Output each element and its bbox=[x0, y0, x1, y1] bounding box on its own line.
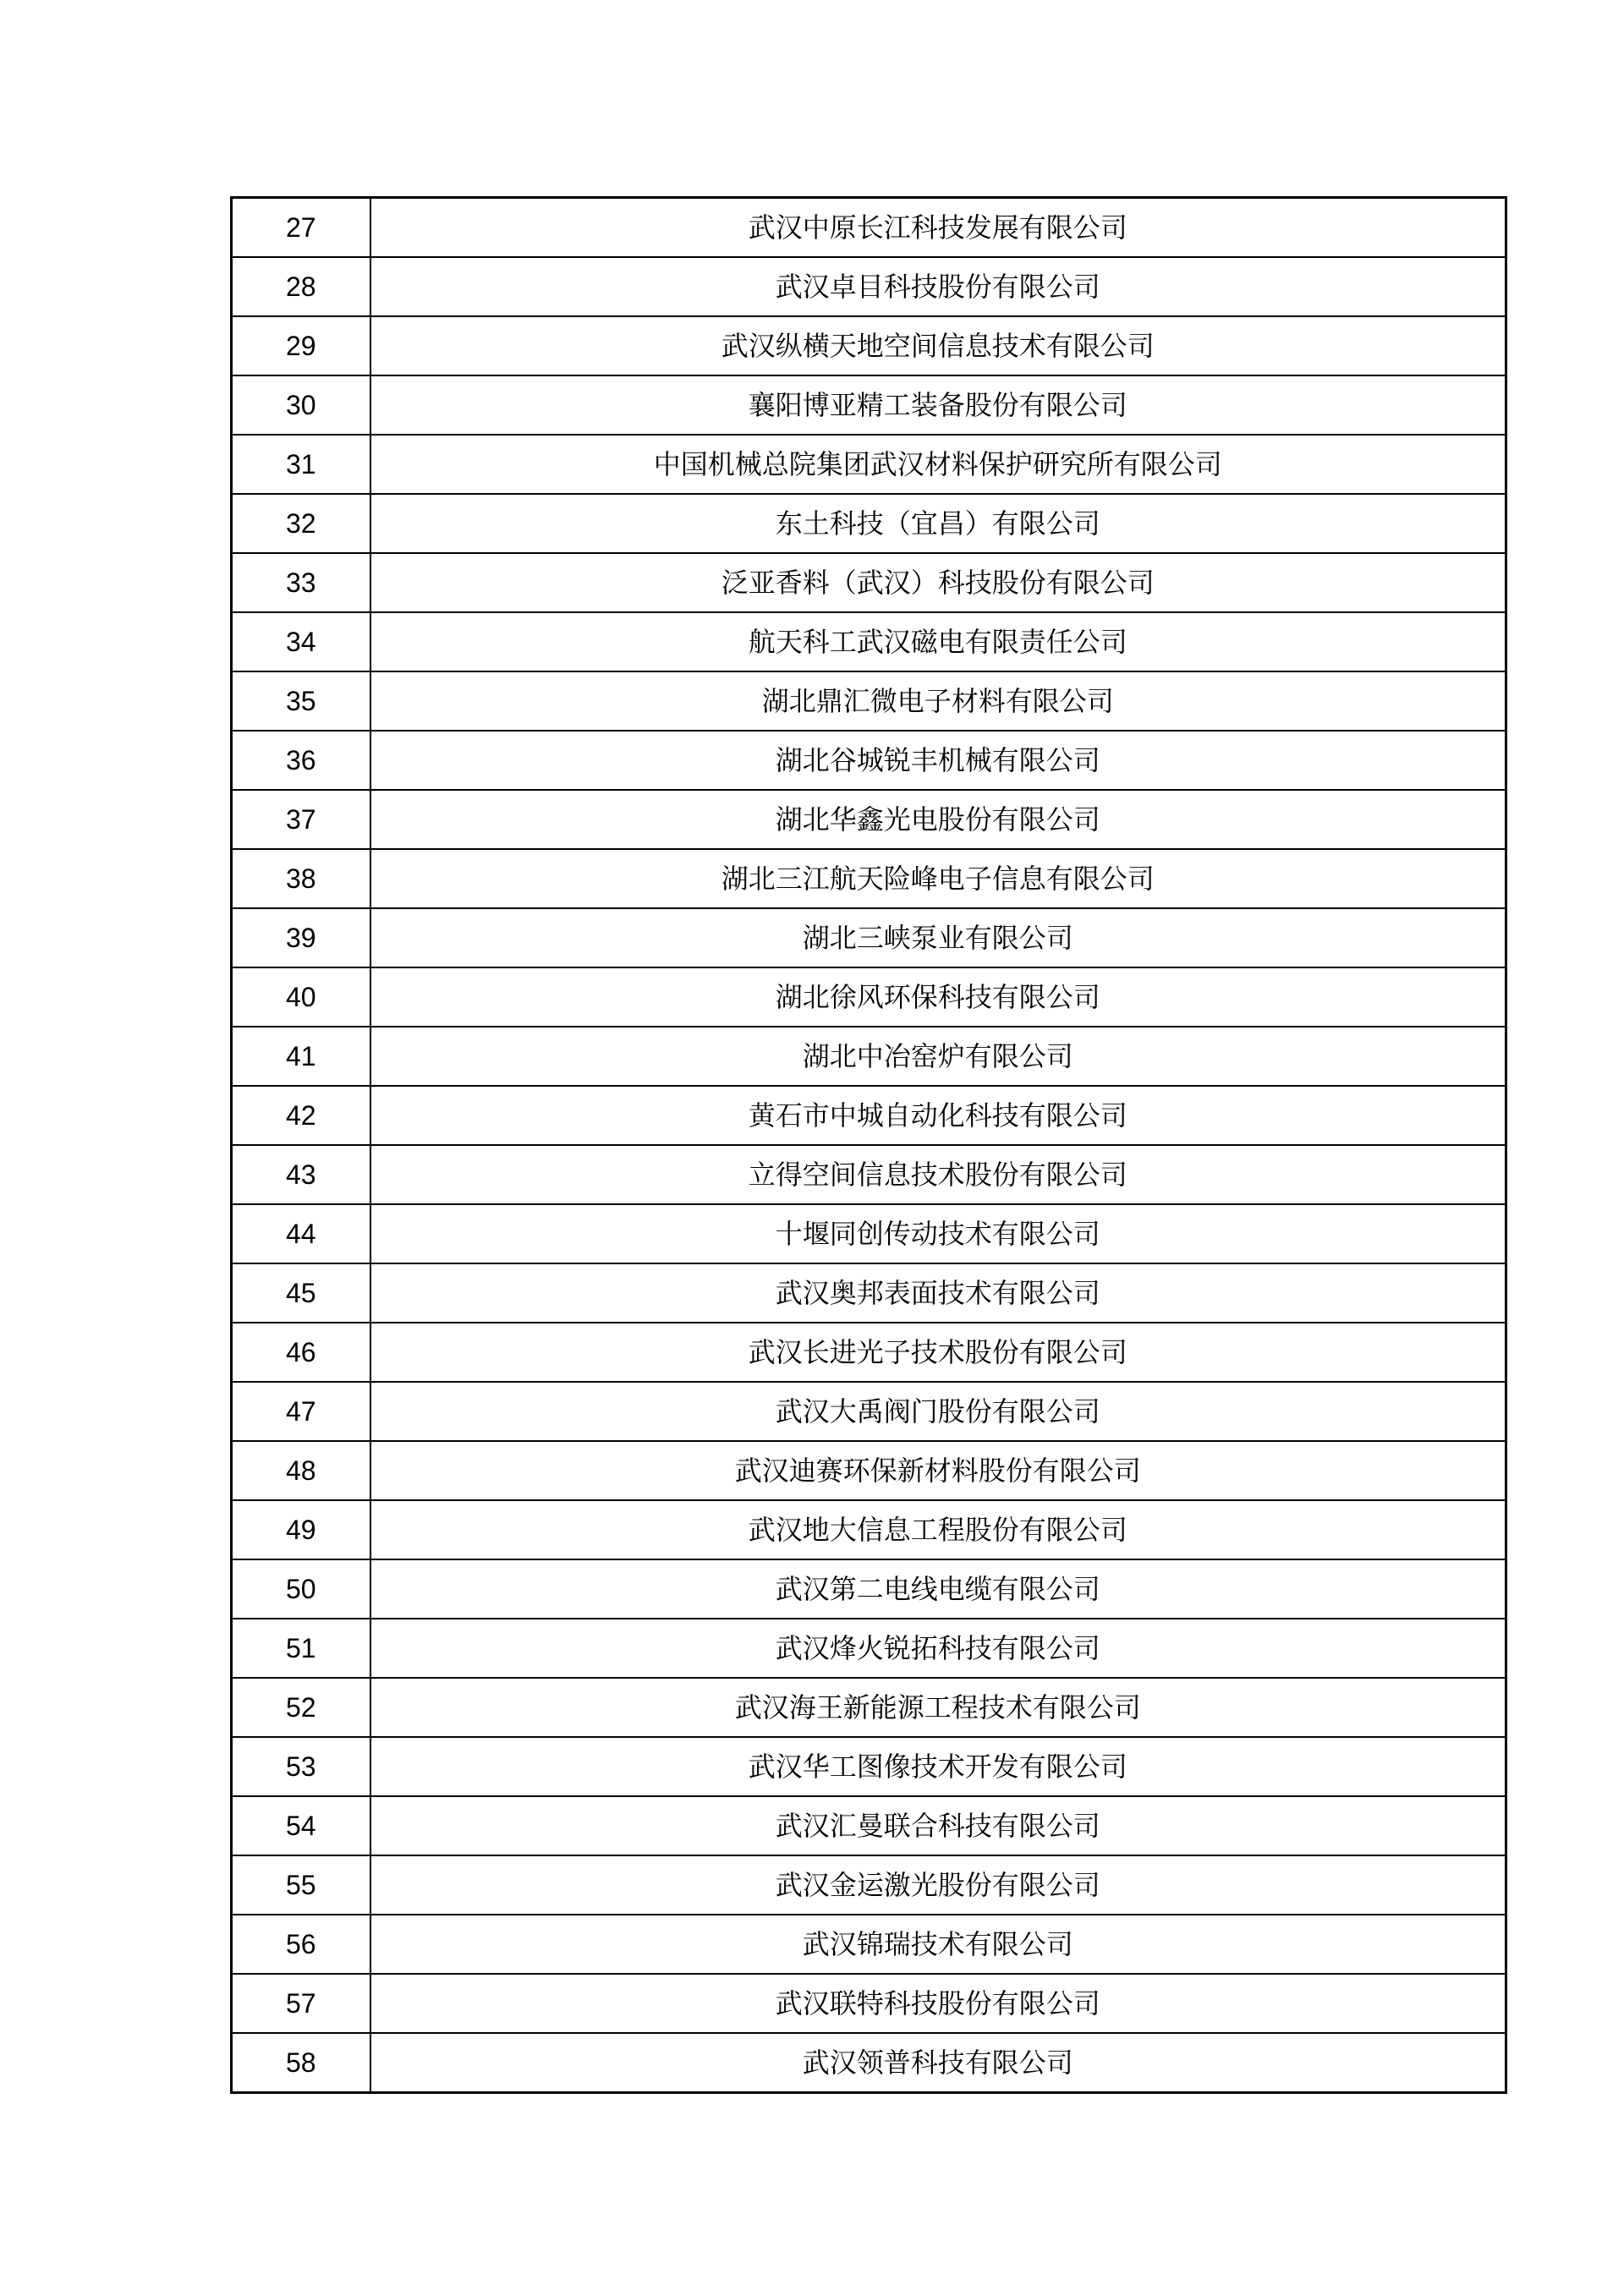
table-row bbox=[232, 731, 1506, 790]
company-name-cell: 湖北华鑫光电股份有限公司 bbox=[370, 790, 1506, 849]
table-row bbox=[232, 316, 1506, 375]
table-row bbox=[232, 1974, 1506, 2033]
table-row bbox=[232, 1204, 1506, 1263]
table-row bbox=[232, 849, 1506, 908]
company-name-cell: 泛亚香料（武汉）科技股份有限公司 bbox=[370, 553, 1506, 612]
row-number-cell: 33 bbox=[232, 553, 370, 612]
row-number-cell: 58 bbox=[232, 2033, 370, 2093]
company-name-cell: 中国机械总院集团武汉材料保护研究所有限公司 bbox=[370, 435, 1506, 494]
table-row bbox=[232, 198, 1506, 258]
company-name-cell: 武汉卓目科技股份有限公司 bbox=[370, 257, 1506, 316]
table-row bbox=[232, 1382, 1506, 1441]
company-name-cell: 武汉中原长江科技发展有限公司 bbox=[370, 198, 1506, 258]
company-list-table-body bbox=[232, 198, 1506, 2093]
company-name-cell: 湖北鼎汇微电子材料有限公司 bbox=[370, 671, 1506, 731]
table-row bbox=[232, 494, 1506, 553]
row-number-cell: 44 bbox=[232, 1204, 370, 1263]
table-row bbox=[232, 1559, 1506, 1619]
table-row bbox=[232, 1500, 1506, 1559]
company-name-cell: 武汉锦瑞技术有限公司 bbox=[370, 1915, 1506, 1974]
row-number-cell: 42 bbox=[232, 1086, 370, 1145]
table-row bbox=[232, 790, 1506, 849]
table-row bbox=[232, 553, 1506, 612]
company-name-cell: 立得空间信息技术股份有限公司 bbox=[370, 1145, 1506, 1204]
row-number-cell: 32 bbox=[232, 494, 370, 553]
company-name-cell: 东土科技（宜昌）有限公司 bbox=[370, 494, 1506, 553]
row-number-cell: 51 bbox=[232, 1619, 370, 1678]
company-name-cell: 湖北三峡泵业有限公司 bbox=[370, 908, 1506, 967]
table-row bbox=[232, 908, 1506, 967]
row-number-cell: 49 bbox=[232, 1500, 370, 1559]
row-number-cell: 40 bbox=[232, 967, 370, 1027]
row-number-cell: 39 bbox=[232, 908, 370, 967]
company-name-cell: 武汉联特科技股份有限公司 bbox=[370, 1974, 1506, 2033]
company-name-cell: 武汉海王新能源工程技术有限公司 bbox=[370, 1678, 1506, 1737]
row-number-cell: 52 bbox=[232, 1678, 370, 1737]
table-row bbox=[232, 1678, 1506, 1737]
row-number-cell: 36 bbox=[232, 731, 370, 790]
row-number-cell: 57 bbox=[232, 1974, 370, 2033]
row-number-cell: 35 bbox=[232, 671, 370, 731]
company-name-cell: 湖北三江航天险峰电子信息有限公司 bbox=[370, 849, 1506, 908]
row-number-cell: 31 bbox=[232, 435, 370, 494]
table-row bbox=[232, 1323, 1506, 1382]
company-name-cell: 航天科工武汉磁电有限责任公司 bbox=[370, 612, 1506, 671]
table-row bbox=[232, 1737, 1506, 1796]
row-number-cell: 47 bbox=[232, 1382, 370, 1441]
row-number-cell: 45 bbox=[232, 1263, 370, 1323]
table-row bbox=[232, 1027, 1506, 1086]
table-row bbox=[232, 1263, 1506, 1323]
row-number-cell: 56 bbox=[232, 1915, 370, 1974]
company-name-cell: 武汉地大信息工程股份有限公司 bbox=[370, 1500, 1506, 1559]
company-name-cell: 武汉领普科技有限公司 bbox=[370, 2033, 1506, 2093]
row-number-cell: 48 bbox=[232, 1441, 370, 1500]
row-number-cell: 50 bbox=[232, 1559, 370, 1619]
company-name-cell: 武汉第二电线电缆有限公司 bbox=[370, 1559, 1506, 1619]
table-row bbox=[232, 375, 1506, 435]
company-name-cell: 湖北谷城锐丰机械有限公司 bbox=[370, 731, 1506, 790]
company-name-cell: 武汉纵横天地空间信息技术有限公司 bbox=[370, 316, 1506, 375]
table-row bbox=[232, 967, 1506, 1027]
row-number-cell: 55 bbox=[232, 1855, 370, 1915]
company-list-table bbox=[230, 196, 1507, 2094]
table-row bbox=[232, 1915, 1506, 1974]
table-row bbox=[232, 1796, 1506, 1855]
company-name-cell: 武汉金运激光股份有限公司 bbox=[370, 1855, 1506, 1915]
company-name-cell: 十堰同创传动技术有限公司 bbox=[370, 1204, 1506, 1263]
table-row bbox=[232, 2033, 1506, 2093]
row-number-cell: 41 bbox=[232, 1027, 370, 1086]
table-row bbox=[232, 257, 1506, 316]
table-row bbox=[232, 1441, 1506, 1500]
row-number-cell: 30 bbox=[232, 375, 370, 435]
table-row bbox=[232, 612, 1506, 671]
table-row bbox=[232, 1619, 1506, 1678]
row-number-cell: 28 bbox=[232, 257, 370, 316]
row-number-cell: 54 bbox=[232, 1796, 370, 1855]
company-name-cell: 武汉迪赛环保新材料股份有限公司 bbox=[370, 1441, 1506, 1500]
row-number-cell: 29 bbox=[232, 316, 370, 375]
row-number-cell: 27 bbox=[232, 198, 370, 258]
company-name-cell: 武汉烽火锐拓科技有限公司 bbox=[370, 1619, 1506, 1678]
table-row bbox=[232, 1145, 1506, 1204]
row-number-cell: 37 bbox=[232, 790, 370, 849]
company-name-cell: 湖北中冶窑炉有限公司 bbox=[370, 1027, 1506, 1086]
row-number-cell: 46 bbox=[232, 1323, 370, 1382]
row-number-cell: 38 bbox=[232, 849, 370, 908]
company-name-cell: 黄石市中城自动化科技有限公司 bbox=[370, 1086, 1506, 1145]
company-name-cell: 湖北徐风环保科技有限公司 bbox=[370, 967, 1506, 1027]
table-row bbox=[232, 671, 1506, 731]
company-name-cell: 武汉华工图像技术开发有限公司 bbox=[370, 1737, 1506, 1796]
company-name-cell: 武汉长进光子技术股份有限公司 bbox=[370, 1323, 1506, 1382]
company-name-cell: 武汉汇曼联合科技有限公司 bbox=[370, 1796, 1506, 1855]
table-row bbox=[232, 1855, 1506, 1915]
row-number-cell: 43 bbox=[232, 1145, 370, 1204]
row-number-cell: 34 bbox=[232, 612, 370, 671]
row-number-cell: 53 bbox=[232, 1737, 370, 1796]
company-name-cell: 武汉大禹阀门股份有限公司 bbox=[370, 1382, 1506, 1441]
company-name-cell: 武汉奥邦表面技术有限公司 bbox=[370, 1263, 1506, 1323]
company-name-cell: 襄阳博亚精工装备股份有限公司 bbox=[370, 375, 1506, 435]
table-row bbox=[232, 1086, 1506, 1145]
table-row bbox=[232, 435, 1506, 494]
